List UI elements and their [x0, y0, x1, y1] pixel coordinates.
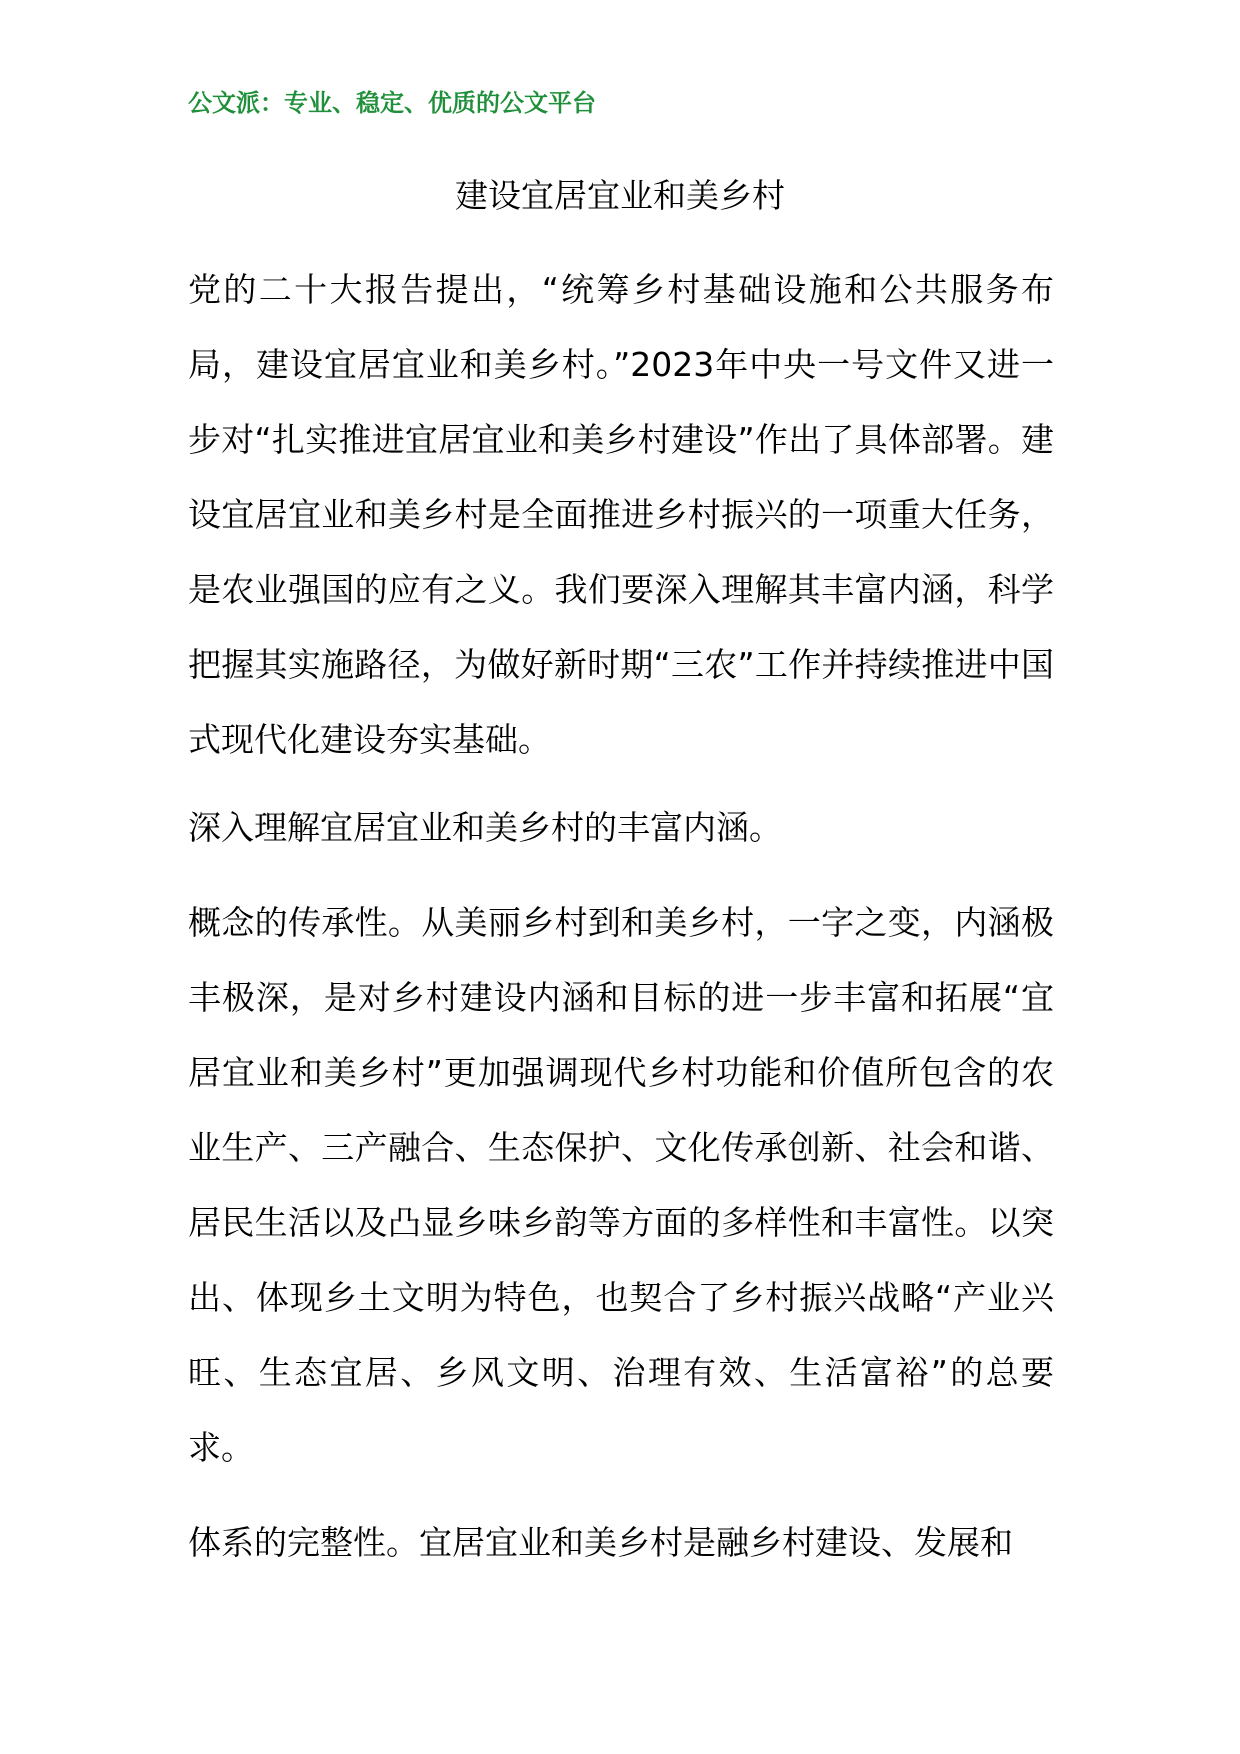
document-title: 建设宜居宜业和美乡村: [455, 176, 785, 215]
paragraph-section-heading: 深入理解宜居宜业和美乡村的丰富内涵。: [188, 808, 782, 847]
header-banner: 公文派：专业、稳定、优质的公文平台: [188, 89, 596, 117]
paragraph-intro: 党的二十大报告提出，“统筹乡村基础设施和公共服务布局，建设宜居宜业和美乡村。”2023年中央一号文件又进一步对“扎实推进宜居宜业和美乡村建设”作出了具体部署。建设宜居宜业和美乡村是全面推进乡村振兴的一项重大任务，是农业强国的应有之义。我们要深入理解其丰富内涵，科学把握其实施路径，为做好新时期“三农”工作并持续推进中国式现代化建设夯实基础。: [188, 270, 1054, 759]
paragraph-concept-inheritance: 概念的传承性。从美丽乡村到和美乡村，一字之变，内涵极丰极深，是对乡村建设内涵和目标的进一步丰富和拓展“宜居宜业和美乡村”更加强调现代乡村功能和价值所包含的农业生产、三产融合、生态保护、文化传承创新、社会和谐、居民生活以及凸显乡味乡韵等方面的多样性和丰富性。以突出、体现乡土文明为特色，也契合了乡村振兴战略“产业兴旺、生态宜居、乡风文明、治理有效、生活富裕”的总要求。: [188, 903, 1054, 1467]
paragraph-system-completeness: 体系的完整性。宜居宜业和美乡村是融乡村建设、发展和: [188, 1523, 1013, 1562]
